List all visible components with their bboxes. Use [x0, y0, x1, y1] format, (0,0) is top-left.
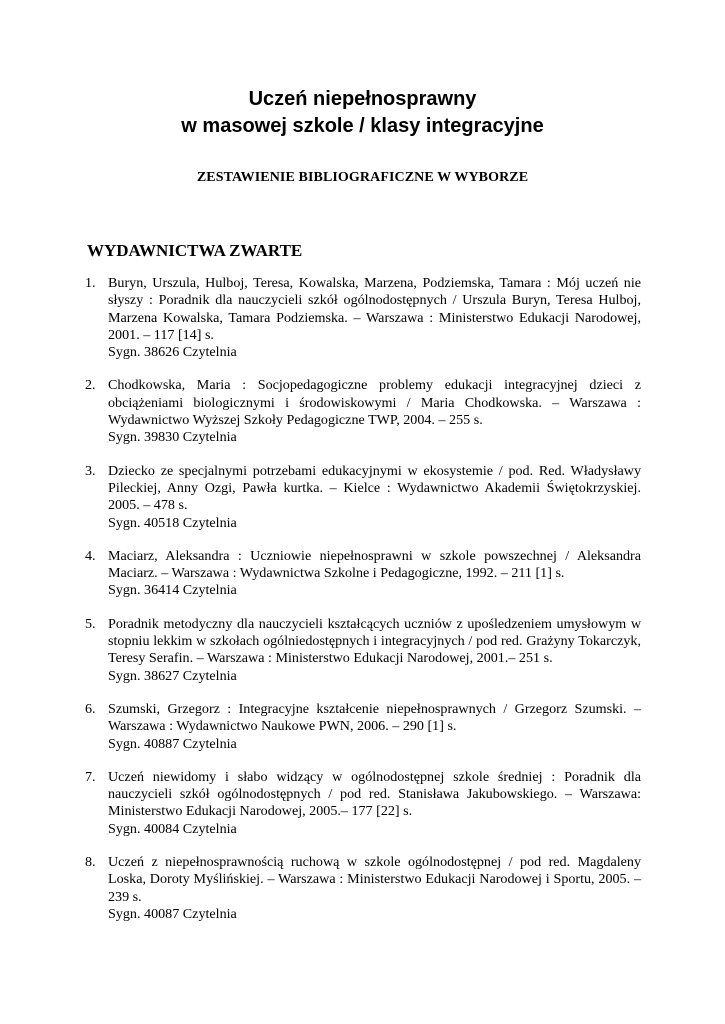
- section-heading: WYDAWNICTWA ZWARTE: [87, 241, 303, 260]
- entry-citation: Buryn, Urszula, Hulboj, Teresa, Kowalska, Marzena, Podziemska, Tamara : Mój uczeń nie słyszy : Poradnik dla nauczycieli szkół ogólnodostępnych / Urszula Buryn, Teresa Hulboj, Marzena Kowalska, Tamara Podziemska. – Warszawa : Ministerstwo Edukacji Narodowej, 2001. – 117 [14] s.: [108, 275, 641, 343]
- bibliography-entry: [85, 377, 641, 446]
- entry-citation: Poradnik metodyczny dla nauczycieli kształcących uczniów z upośledzeniem umysłowym w stopniu lekkim w szkołach ogólniedostępnych i integracyjnych / pod red. Grażyny Tokarczyk, Teresy Serafin. – Warszawa : Ministerstwo Edukacji Narodowej, 2001.– 251 s.: [108, 615, 641, 667]
- entry-number: 4.: [85, 547, 96, 564]
- bibliography-entry: [85, 548, 641, 600]
- entry-number: 3.: [85, 462, 96, 479]
- entry-number: 7.: [85, 768, 96, 785]
- entry-signature: Sygn. 38627 Czytelnia: [108, 667, 237, 684]
- entry-number: 8.: [85, 854, 96, 871]
- entry-citation: Szumski, Grzegorz : Integracyjne kształcenie niepełnosprawnych / Grzegorz Szumski. – Warszawa : Wydawnictwo Naukowe PWN, 2006. – 290 [1] s.: [108, 700, 641, 735]
- entry-number: 2.: [85, 377, 96, 394]
- bibliography-entry: [85, 463, 641, 532]
- document-title: [0, 86, 725, 140]
- entry-signature: Sygn. 36414 Czytelnia: [108, 582, 237, 599]
- document-subtitle: ZESTAWIENIE BIBLIOGRAFICZNE W WYBORZE: [196, 170, 529, 185]
- entry-signature: Sygn. 40087 Czytelnia: [108, 905, 237, 922]
- title-line-1: Uczeń niepełnosprawny: [248, 88, 477, 110]
- entry-citation: Maciarz, Aleksandra : Uczniowie niepełnosprawni w szkole powszechnej / Aleksandra Maciarz. – Warszawa : Wydawnictwa Szkolne i Pedagogiczne, 1992. – 211 [1] s.: [108, 547, 641, 582]
- bibliography-entry: [85, 616, 641, 685]
- entry-signature: Sygn. 40887 Czytelnia: [108, 735, 237, 752]
- entry-citation: Uczeń niewidomy i słabo widzący w ogólnodostępnej szkole średniej : Poradnik dla nauczycieli szkół ogólnodostępnych / pod red. Stanisława Jakubowskiego. – Warszawa: Ministerstwo Edukacji Narodowej, 2005.– 177 [22] s.: [108, 768, 641, 820]
- bibliography-entry: [85, 769, 641, 838]
- title-line-2: w masowej szkole / klasy integracyjne: [181, 115, 544, 137]
- entry-number: 6.: [85, 700, 96, 717]
- entry-citation: Chodkowska, Maria : Socjopedagogiczne problemy edukacji integracyjnej dzieci z obciążeniami biologicznymi i środowiskowymi / Maria Chodkowska. – Warszawa : Wydawnictwo Wyższej Szkoły Pedagogiczne TWP, 2004. – 255 s.: [108, 377, 641, 429]
- entry-signature: Sygn. 40518 Czytelnia: [108, 514, 237, 531]
- bibliography-entry: [85, 275, 641, 361]
- entry-number: 5.: [85, 615, 96, 632]
- entry-signature: Sygn. 40084 Czytelnia: [108, 820, 237, 837]
- entry-citation: Uczeń z niepełnosprawnością ruchową w szkole ogólnodostępnej / pod red. Magdaleny Loska, Doroty Myślińskiej. – Warszawa : Ministerstwo Edukacji Narodowej i Sportu, 2005. – 239 s.: [108, 854, 641, 905]
- entry-citation: Dziecko ze specjalnymi potrzebami edukacyjnymi w ekosystemie / pod. Red. Władysławy Pileckiej, Anny Ozgi, Pawła kurtka. – Kielce : Wydawnictwo Akademii Świętokrzyskiej. 2005. – 478 s.: [108, 462, 641, 514]
- bibliography-entry: [85, 854, 641, 923]
- bibliography-entry: [85, 701, 641, 753]
- entry-signature: Sygn. 38626 Czytelnia: [108, 344, 237, 361]
- bibliography-list: [85, 275, 641, 939]
- entry-number: 1.: [85, 275, 96, 291]
- entry-signature: Sygn. 39830 Czytelnia: [108, 429, 237, 446]
